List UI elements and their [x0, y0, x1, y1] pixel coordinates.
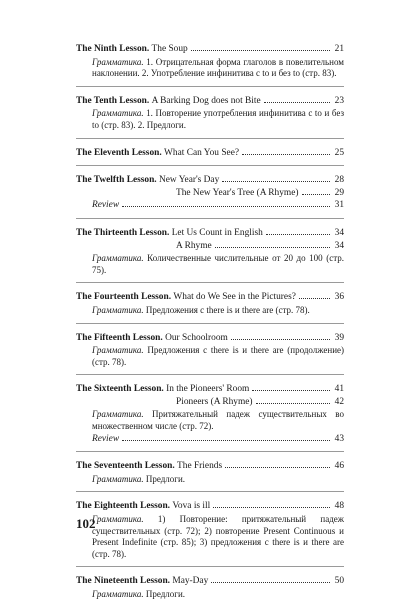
page-ref: 43	[334, 433, 344, 444]
toc-entry	[76, 460, 344, 492]
lesson-topic: The Friends	[177, 461, 223, 472]
lesson-title	[76, 460, 222, 473]
review-line	[76, 433, 344, 446]
lesson-title	[76, 147, 239, 160]
toc-subline	[76, 396, 344, 409]
toc-entry	[76, 500, 344, 567]
toc-subline	[76, 187, 344, 200]
dot-leader	[299, 298, 330, 299]
dot-leader	[213, 507, 330, 508]
toc-entry	[76, 291, 344, 323]
grammar-label: Грамматика.	[92, 589, 144, 599]
grammar-note	[76, 57, 344, 80]
toc-entry	[76, 95, 344, 139]
lesson-label: The Eleventh Lesson.	[76, 147, 162, 158]
grammar-note	[76, 108, 344, 131]
grammar-note	[76, 589, 344, 601]
dot-leader	[122, 440, 330, 441]
grammar-label: Грамматика.	[92, 514, 144, 525]
lesson-title	[76, 332, 228, 345]
lesson-label: The Seventeenth Lesson.	[76, 461, 175, 472]
lesson-label: The Fifteenth Lesson.	[76, 332, 163, 343]
page-number: 102	[76, 516, 96, 531]
toc-line	[76, 43, 344, 56]
sub-topic: A Rhyme	[176, 240, 212, 251]
grammar-text: Предлоги.	[145, 473, 186, 484]
page-ref: 21	[334, 44, 344, 54]
grammar-label: Грамматика.	[92, 108, 144, 119]
dot-leader	[211, 582, 330, 583]
review-label: Review	[92, 200, 120, 211]
lesson-label: The Fourteenth Lesson.	[76, 292, 172, 303]
toc-entry	[76, 383, 344, 452]
toc-line	[76, 227, 344, 240]
lesson-label: The Thirteenth Lesson.	[76, 227, 170, 238]
grammar-label: Грамматика.	[92, 56, 144, 67]
grammar-note	[76, 409, 344, 432]
toc-line	[76, 460, 344, 473]
dot-leader	[242, 154, 330, 155]
lesson-label: The Tenth Lesson.	[76, 95, 150, 106]
dot-leader	[122, 206, 330, 207]
lesson-label: The Sixteenth Lesson.	[76, 384, 164, 395]
lesson-topic: A Barking Dog does not Bite	[151, 95, 261, 106]
toc-entry	[76, 332, 344, 376]
toc-line	[76, 332, 344, 345]
page-ref: 39	[334, 332, 344, 343]
lesson-topic: What Can You See?	[164, 147, 240, 158]
dot-leader	[256, 403, 330, 404]
page-ref: 36	[334, 292, 344, 303]
table-of-contents	[76, 43, 344, 615]
toc-line	[76, 500, 344, 513]
grammar-label: Грамматика.	[92, 304, 144, 315]
grammar-note	[76, 345, 344, 368]
dot-leader	[191, 50, 330, 51]
page-ref: 29	[334, 187, 344, 198]
toc-line	[76, 575, 344, 588]
review-label: Review	[92, 433, 120, 444]
lesson-title	[76, 383, 249, 396]
grammar-text: Количественные числительные от 20 до 100 (стр. 75).	[92, 253, 344, 275]
lesson-label: The Nineteenth Lesson.	[76, 576, 171, 587]
dot-leader	[231, 339, 330, 340]
lesson-title	[76, 95, 261, 108]
lesson-topic: Our Schoolroom	[165, 332, 228, 343]
sub-topic: The New Year's Tree (A Rhyme)	[176, 187, 299, 198]
page-ref: 42	[334, 396, 344, 407]
dot-leader	[264, 102, 330, 103]
lesson-topic: What do We See in the Pictures?	[173, 292, 296, 303]
dot-leader	[252, 390, 330, 391]
lesson-title	[76, 500, 210, 513]
page-ref: 25	[334, 147, 344, 158]
dot-leader	[225, 467, 330, 468]
dot-leader	[215, 247, 330, 248]
grammar-text: Предлоги.	[145, 589, 186, 599]
lesson-topic: Let Us Count in English	[171, 227, 263, 238]
toc-line	[76, 174, 344, 187]
lesson-topic: May-Day	[172, 576, 209, 587]
grammar-note	[76, 305, 344, 317]
page-ref: 28	[334, 175, 344, 186]
dot-leader	[266, 234, 330, 235]
page-ref: 41	[334, 384, 344, 395]
lesson-topic: In the Pioneers' Room	[166, 384, 250, 395]
lesson-title	[76, 291, 296, 304]
grammar-label: Грамматика.	[92, 253, 144, 264]
lesson-title	[76, 575, 208, 588]
lesson-label: The Eighteenth Lesson.	[76, 501, 171, 512]
dot-leader	[222, 181, 330, 182]
toc-line	[76, 147, 344, 160]
toc-line	[76, 383, 344, 396]
review-line	[76, 199, 344, 212]
lesson-title	[76, 227, 263, 240]
toc-entry	[76, 174, 344, 219]
toc-subline	[76, 240, 344, 253]
toc-line	[76, 291, 344, 304]
toc-entry	[76, 43, 344, 87]
grammar-text: Предложения с there is и there are (стр. 78).	[145, 304, 310, 315]
page-ref: 31	[334, 200, 344, 211]
grammar-text: 1. Повторение употребления инфинитива с to и без to (стр. 83). 2. Предлоги.	[92, 108, 344, 130]
grammar-text: Притяжательный падеж существительных во множественном числе (стр. 72).	[92, 409, 344, 432]
grammar-text: 1) Повторение: притяжательный падеж существительных (стр. 72); 2) повторение Present Continuous и Present Indefinite (стр. 85); 3) предложения с there is и there are (стр. 78).	[92, 514, 344, 559]
page-ref: 23	[334, 95, 344, 106]
grammar-note	[76, 474, 344, 486]
toc-entry	[76, 575, 344, 606]
lesson-title	[76, 43, 188, 56]
lesson-label: The Ninth Lesson.	[76, 44, 150, 54]
page-ref: 34	[334, 240, 344, 251]
lesson-topic: New Year's Day	[159, 175, 220, 186]
grammar-text: 1. Отрицательная форма глаголов в повелительном наклонении. 2. Употребление инфинитива с to и без to (стр. 83).	[92, 56, 344, 79]
page-ref: 34	[334, 227, 344, 238]
grammar-label: Грамматика.	[92, 345, 144, 356]
page-ref: 48	[334, 501, 344, 512]
toc-line	[76, 95, 344, 108]
page-ref: 46	[334, 461, 344, 472]
sub-topic: Pioneers (A Rhyme)	[176, 396, 253, 407]
lesson-title	[76, 174, 219, 187]
page-ref: 50	[334, 576, 344, 587]
grammar-label: Грамматика.	[92, 409, 144, 420]
toc-entry	[76, 227, 344, 283]
grammar-note	[76, 514, 344, 560]
grammar-label: Грамматика.	[92, 473, 144, 484]
grammar-note	[76, 253, 344, 276]
lesson-topic: Vova is ill	[172, 501, 211, 512]
dot-leader	[302, 194, 330, 195]
toc-entry	[76, 147, 344, 167]
lesson-label: The Twelfth Lesson.	[76, 175, 157, 186]
grammar-text: Предложения с there is и there are (продолжение) (стр. 78).	[92, 345, 345, 367]
lesson-topic: The Soup	[151, 44, 188, 54]
